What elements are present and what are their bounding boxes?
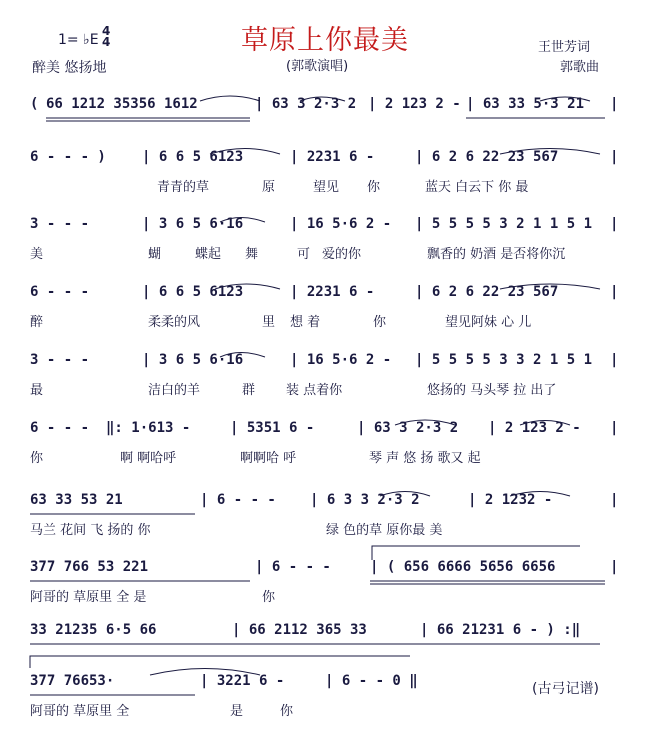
notation-segment: | [610,420,619,436]
lyric-text: 你 [367,180,381,195]
lyric-text: 你 [30,451,44,466]
lyric-text: 你 [262,590,276,605]
lyric-text: 青青的草 [157,180,210,195]
notation-segment: | 6 2 6 22 23 567 [415,284,559,300]
lyric-text: 你 [280,704,294,719]
tie-mark [500,149,600,155]
notation-segment: | ( 656 6666 5656 6656 [370,559,556,575]
notation-segment: | 6 - - - [255,559,331,575]
notation-segment: | 16 5·6 2 - [290,352,392,368]
notation-segment: | 6 - - - [200,492,276,508]
lyric-text: 阿哥的 草原里 全 是 [30,590,147,605]
volta-bracket-2 [30,656,410,668]
lyric-text: 啊 啊哈呼 [120,451,177,466]
lyric-text: 蓝天 白云下 你 最 [425,180,529,195]
notation-segment: | 66 21231 6 - ) :‖ [420,622,581,638]
notation-segment: | 63 3 2·3 2 [357,420,459,436]
lyric-text: 舞 [245,247,259,262]
lyric-text: 望见阿妹 心 儿 [445,315,532,330]
notation-segment: | 6 2 6 22 23 567 [415,149,559,165]
tie-mark [220,218,265,223]
notation-segment: | 3 6 5 6·16 [142,352,244,368]
lyric-text: 群 [242,383,256,398]
time-signature-bottom: 4 [102,35,111,49]
notation-segment: 66 1212 35356 1612 [46,96,198,112]
notation-segment: | 3221 6 - [200,673,285,689]
lyric-text: 蝴 [148,247,162,262]
lyricist-credit: 王世芳词 [538,40,591,55]
notation-segment: | 5 5 5 5 3 3 2 1 5 1 [415,352,593,368]
notation-segment: | [610,149,619,165]
notation-segment: | 2231 6 - [290,284,375,300]
lyric-text: 想 着 [290,315,321,330]
lyric-text: 醉 [30,315,44,330]
notation-segment: | 6 6 5 6123 [142,284,244,300]
tie-mark [220,353,265,358]
composer-credit: 郭歌曲 [560,60,600,75]
key-signature: 1= ♭E [58,32,99,48]
tie-mark [540,97,590,101]
song-title: 草原上你最美 [241,25,409,56]
notation-segment: 6 - - - ) [30,149,106,165]
notation-segment: | 66 2112 365 33 [232,622,367,638]
notation-segment: ( [30,96,39,112]
notation-segment: | 2231 6 - [290,149,375,165]
notation-segment: | 63 33 5·3 21 [466,96,585,112]
lyric-text: 可 [297,247,311,262]
notation-segment: 3 - - - [30,352,90,368]
notation-segment: | 2 123 2 - [368,96,461,112]
tie-mark [395,420,455,425]
tie-mark [520,421,570,426]
notation-segment: 33 21235 6·5 66 [30,622,157,638]
tie-mark [500,284,600,289]
notation-segment: 63 33 53 21 [30,492,123,508]
lyric-text: 是 [230,704,244,719]
lyric-text: 绿 色的草 原你最 美 [326,523,443,538]
volta-bracket-1 [372,546,580,560]
notation-segment: | 5 5 5 5 3 2 1 1 5 1 [415,216,593,232]
tie-mark [215,284,280,289]
performer-credit: (郭歌演唱) [286,59,349,74]
tie-mark [150,669,260,676]
lyric-text: 琴 声 悠 扬 歌又 起 [369,451,481,466]
notation-segment: | 6 6 5 6123 [142,149,244,165]
notation-segment: | [610,352,619,368]
tie-mark [380,492,430,497]
notation-segment: | 5351 6 - [230,420,315,436]
lyric-text: 马兰 花间 飞 扬的 你 [30,523,151,538]
notation-segment: | [610,492,619,508]
notation-segment: | 3 6 5 6·16 [142,216,244,232]
lyric-text: 飘香的 奶酒 是否将你沉 [427,247,566,262]
notation-segment: ‖: 1·613 - [106,420,191,436]
notation-segment: | 2 1232 - [468,492,553,508]
notation-segment: 377 76653· [30,673,115,689]
notation-segment: | [610,284,619,300]
tempo-marking: 醉美 悠扬地 [32,60,107,76]
lyric-text: 爱的你 [322,247,362,262]
time-signature-top: 4 [102,24,111,38]
lyric-text: 悠扬的 马头琴 拉 出了 [427,383,557,398]
notation-segment: 6 - - - [30,284,90,300]
notation-segment: 6 - - - [30,420,90,436]
lyric-text: 蝶起 [195,247,222,262]
notation-segment: | 63 3 2·3 2 [255,96,357,112]
notation-segment: | [610,216,619,232]
lyric-text: 阿哥的 草原里 全 [30,704,130,719]
notation-segment: | 2 123 2 - [488,420,581,436]
notation-segment: | [610,559,619,575]
notation-segment: 377 766 53 221 [30,559,149,575]
notation-segment: | 16 5·6 2 - [290,216,392,232]
lyric-text: 你 [373,315,387,330]
tie-mark [510,492,570,497]
transcriber-credit: (古弓记谱) [532,681,599,697]
notation-segment: 3 - - - [30,216,90,232]
lyric-text: 装 点着你 [286,383,343,398]
lyric-text: 啊啊哈 呼 [240,451,297,466]
notation-segment: | 6 3 3 2·3 2 [310,492,420,508]
notation-segment: | 6 - - 0 ‖ [325,673,418,689]
tie-mark [200,96,260,101]
lyric-text: 最 [30,383,44,398]
lyric-text: 望见 [313,180,340,195]
lyric-text: 美 [30,247,44,262]
lyric-text: 里 [262,315,276,330]
tie-mark [210,149,280,155]
tie-mark [300,97,345,101]
notation-segment: | [610,96,619,112]
lyric-text: 洁白的羊 [148,383,201,398]
lyric-text: 原 [262,180,276,195]
lyric-text: 柔柔的风 [148,315,201,330]
